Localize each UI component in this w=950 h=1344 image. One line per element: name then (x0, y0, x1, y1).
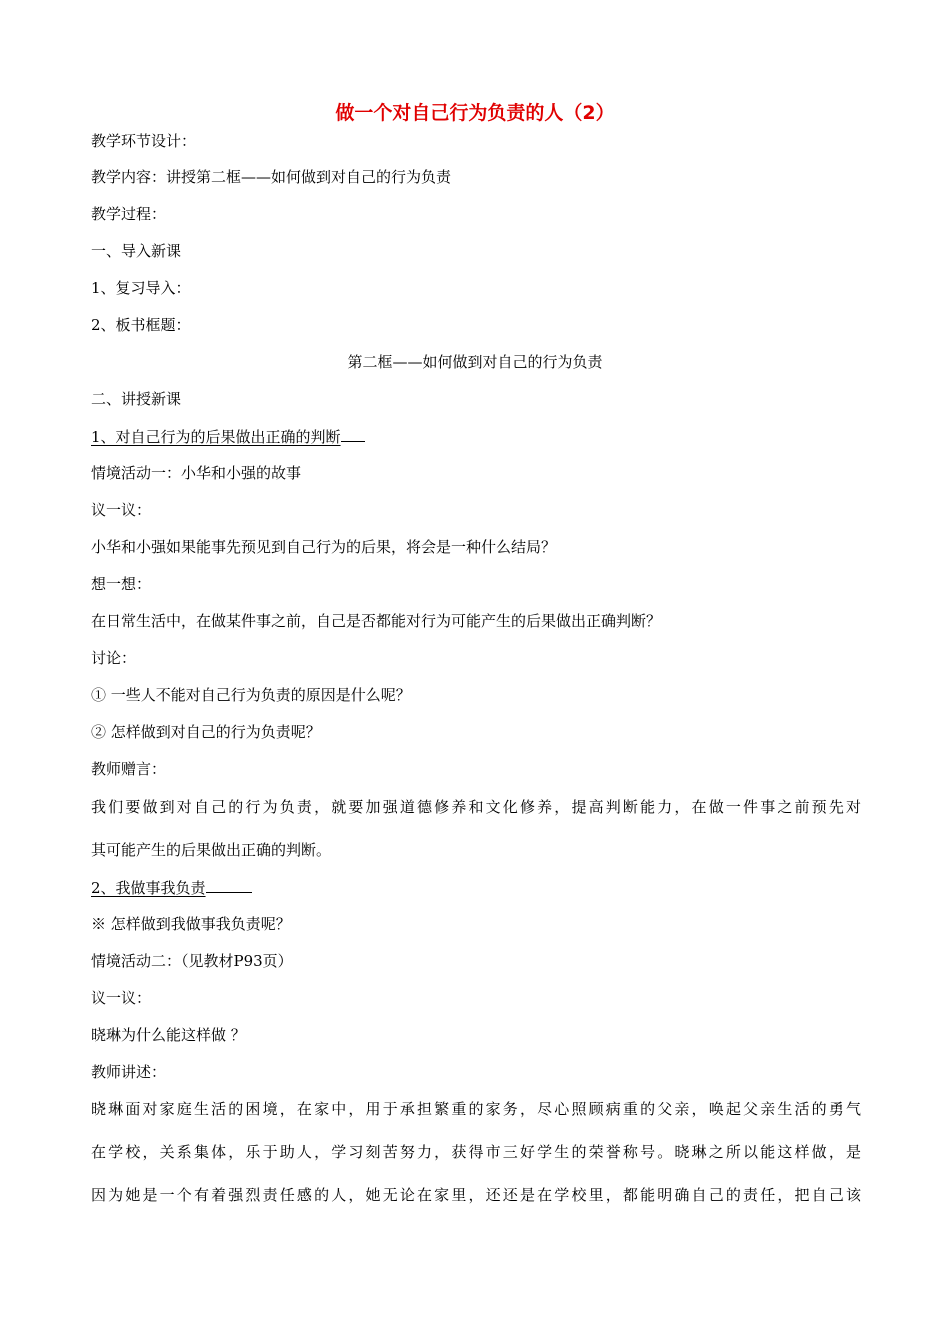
subheading-judgment (91, 425, 861, 448)
question-4: 晓琳为什么能这样做 ？ (91, 1026, 246, 1044)
teaching-content: 教学内容：讲授第二框——如何做到对自己的行为负责 (91, 168, 452, 186)
label-teacher-words: 教师赠言： (91, 760, 167, 778)
teacher-words-line-2: 其可能产生的后果做出正确的判断。 (91, 841, 332, 859)
heading-new-lesson: 二、讲授新课 (91, 390, 182, 408)
subheading-judgment-text: 1、对自己行为的后果做出正确的判断 (91, 428, 341, 446)
item-review: 1、复习导入： (91, 279, 191, 297)
section-label-process: 教学过程： (91, 205, 167, 223)
label-think: 想一想： (91, 575, 152, 593)
subheading-responsibility-text: 2、我做事我负责 (91, 879, 206, 897)
underline-filler (206, 876, 252, 893)
section-label-design: 教学环节设计： (91, 132, 197, 150)
document-title: 做一个对自己行为负责的人（2） (335, 102, 615, 124)
scenario-two: 情境活动二：（见教材P93页） (91, 952, 293, 970)
question-3: ※ 怎样做到我做事我负责呢？ (91, 915, 291, 933)
scenario-one: 情境活动一：小华和小强的故事 (91, 464, 302, 482)
narration-line-3: 因为她是一个有着强烈责任感的人，她无论在家里，还还是在学校里，都能明确自己的责任，把自己该 (91, 1186, 861, 1204)
discussion-item-1: ① 一些人不能对自己行为负责的原因是什么呢？ (91, 686, 411, 704)
narration-line-1: 晓琳面对家庭生活的困境，在家中，用于承担繁重的家务，尽心照顾病重的父亲，唤起父亲生活的勇气 (91, 1100, 861, 1118)
teacher-words-line-1: 我们要做到对自己的行为负责，就要加强道德修养和文化修养，提高判断能力，在做一件事之前预先对 (91, 798, 861, 816)
underline-filler (341, 425, 365, 442)
subheading-responsibility (91, 876, 861, 899)
discussion-item-2: ② 怎样做到对自己的行为负责呢？ (91, 723, 321, 741)
narration-line-2: 在学校，关系集体，乐于助人，学习刻苦努力，获得市三好学生的荣誉称号。晓琳之所以能这样做，是 (91, 1143, 861, 1161)
item-board-title: 2、板书框题： (91, 316, 191, 334)
heading-intro: 一、导入新课 (91, 242, 182, 260)
label-discussion: 讨论： (91, 649, 137, 667)
question-2: 在日常生活中，在做某件事之前，自己是否都能对行为可能产生的后果做出正确判断？ (91, 612, 662, 630)
label-discuss-1: 议一议： (91, 501, 152, 519)
label-teacher-narration: 教师讲述： (91, 1063, 167, 1081)
label-discuss-2: 议一议： (91, 989, 152, 1007)
question-1: 小华和小强如果能事先预见到自己行为的后果，将会是一种什么结局？ (91, 538, 557, 556)
board-title-text: 第二框——如何做到对自己的行为负责 (347, 353, 603, 371)
